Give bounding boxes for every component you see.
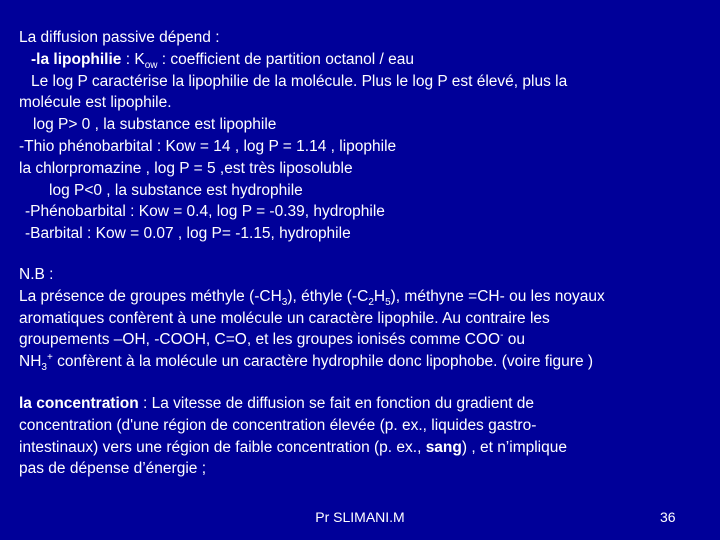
nb-text: ), méthyne =CH- ou les noyaux <box>390 287 605 305</box>
nb-line-1 <box>19 286 709 308</box>
logp-positive-condition: log P> 0 , la substance est lipophile <box>33 116 277 134</box>
logp-negative-condition: log P<0 , la substance est hydrophile <box>49 181 303 199</box>
lipophilie-line <box>19 49 709 71</box>
concentration-block <box>19 393 709 480</box>
concentration-text: ) , et n’implique <box>461 438 567 456</box>
logp-text-line-2: molécule est lipophile. <box>19 94 172 112</box>
example-thiophenobarbital: -Thio phénobarbital : Kow = 14 , log P = 1.14 , lipophile <box>19 137 397 155</box>
concentration-line-2: concentration (d'une région de concentration élevée (p. ex., liquides gastro- <box>19 416 537 434</box>
nb-text: groupements –OH, -COOH, C=O, et les groupes ionisés comme COO <box>19 331 501 349</box>
nb-superscript: - <box>500 330 504 342</box>
concentration-text: intestinaux) vers une région de faible concentration (p. ex., <box>19 438 426 456</box>
nb-text: H <box>373 287 386 305</box>
logp-text-line-1: Le log P caractérise la lipophilie de la molécule. Plus le log P est élevé, plus la <box>31 72 568 90</box>
nb-subscript: 3 <box>41 362 47 374</box>
nb-block <box>19 264 709 373</box>
intro-heading: La diffusion passive dépend : <box>19 29 220 46</box>
intro-block <box>19 27 709 245</box>
example-chlorpromazine: la chlorpromazine , log P = 5 ,est très liposoluble <box>19 159 353 177</box>
kow-subscript: ow <box>144 59 158 71</box>
nb-subscript: 5 <box>385 296 391 308</box>
nb-text: NH <box>19 353 42 371</box>
nb-superscript: + <box>46 352 53 364</box>
lipophilie-label: -la lipophilie <box>31 50 122 68</box>
footer-author: Pr SLIMANI.M <box>315 509 405 525</box>
sang-bold: sang <box>425 438 462 456</box>
concentration-line-1 <box>19 393 709 415</box>
nb-text: confèrent à la molécule un caractère hydrophile donc lipophobe. (voire figure ) <box>52 353 594 371</box>
concentration-label: la concentration <box>19 395 139 412</box>
nb-title: N.B : <box>19 266 54 283</box>
nb-line-4 <box>19 351 709 373</box>
nb-text: ou <box>503 331 526 349</box>
concentration-line-3 <box>19 437 709 459</box>
nb-line-3 <box>19 329 709 351</box>
kow-definition: : coefficient de partition octanol / eau <box>157 50 414 68</box>
nb-text: La présence de groupes méthyle (-CH <box>19 287 282 305</box>
example-phenobarbital: -Phénobarbital : Kow = 0.4, log P = -0.39, hydrophile <box>25 203 385 221</box>
nb-text: ), éthyle (-C <box>287 287 369 305</box>
concentration-text: : La vitesse de diffusion se fait en fonction du gradient de <box>138 395 534 412</box>
page-number: 36 <box>660 509 676 525</box>
example-barbital: -Barbital : Kow = 0.07 , log P= -1.15, hydrophile <box>25 225 351 243</box>
concentration-line-4: pas de dépense d’énergie ; <box>19 460 207 478</box>
nb-line-2: aromatiques confèrent à une molécule un caractère lipophile. Au contraire les <box>19 309 550 327</box>
nb-subscript: 2 <box>368 296 374 308</box>
nb-subscript: 3 <box>281 296 288 308</box>
kow-symbol: : K <box>121 50 145 68</box>
